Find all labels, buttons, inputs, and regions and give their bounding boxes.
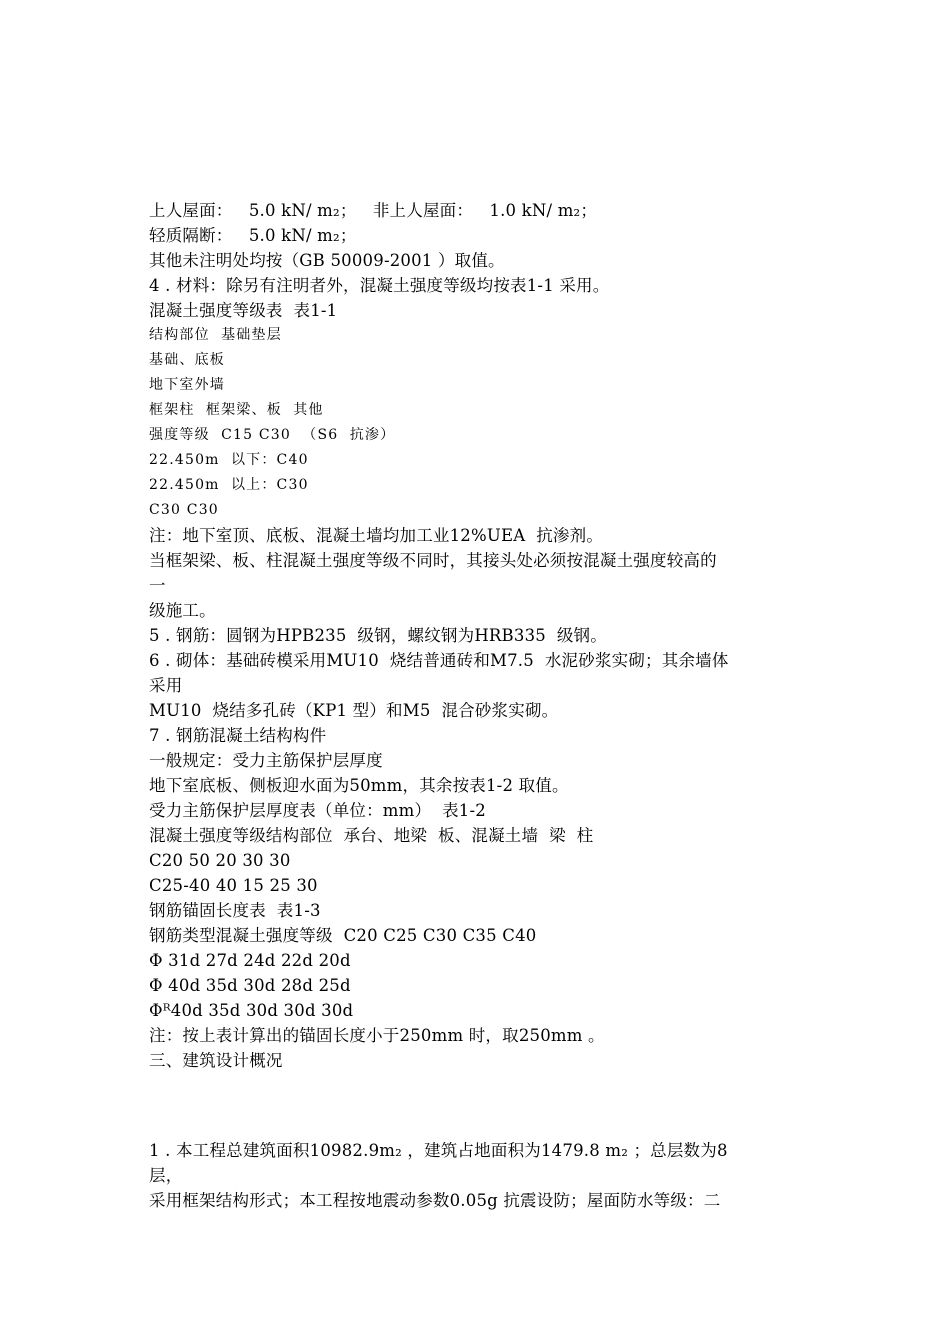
text-line: 混凝土强度等级结构部位 承台、地梁 板、混凝土墙 梁 柱: [149, 826, 594, 845]
text-line: 强度等级 C15 C30 （S6 抗渗）: [149, 427, 396, 443]
text-line: 级施工。: [149, 601, 216, 620]
text-line: C25-40 40 15 25 30: [149, 876, 318, 895]
text-line: 轻质隔断： 5.0 kN/ m₂；: [149, 226, 357, 245]
text-line: 7 . 钢筋混凝土结构构件: [149, 726, 327, 745]
text-line: 混凝土强度等级表 表1-1: [149, 301, 338, 320]
text-line: 钢筋类型混凝土强度等级 C20 C25 C30 C35 C40: [149, 926, 537, 945]
text-line: 基础、底板: [149, 352, 225, 368]
text-line: 结构部位 基础垫层: [149, 327, 282, 343]
text-line: 层，: [149, 1166, 183, 1185]
text-line: 22.450m 以下：C40: [149, 452, 309, 468]
text-line: 钢筋锚固长度表 表1-3: [149, 901, 321, 920]
text-line: 5 . 钢筋：圆钢为HPB235 级钢，螺纹钢为HRB335 级钢。: [149, 626, 607, 645]
text-line: C20 50 20 30 30: [149, 851, 291, 870]
text-line: Φᴿ40d 35d 30d 30d 30d: [149, 1001, 354, 1020]
text-line: 地下室外墙: [149, 377, 225, 393]
section-gap: [149, 1073, 809, 1138]
text-block-top: [149, 198, 809, 1073]
text-line: 注：地下室顶、底板、混凝土墙均加工业12%UEA 抗渗剂。: [149, 526, 604, 545]
text-line: 当框架梁、板、柱混凝土强度等级不同时，其接头处必须按混凝土强度较高的: [149, 551, 717, 570]
document-body: [149, 198, 809, 1213]
text-line: 1 . 本工程总建筑面积10982.9m₂ ，建筑占地面积为1479.8 m₂ ；总层数为8: [149, 1141, 728, 1160]
text-line: 地下室底板、侧板迎水面为50mm，其余按表1-2 取值。: [149, 776, 569, 795]
text-line: Φ 31d 27d 24d 22d 20d: [149, 951, 351, 970]
text-block-bottom: [149, 1138, 809, 1213]
text-line: 一般规定：受力主筋保护层厚度: [149, 751, 383, 770]
text-line: 4 . 材料：除另有注明者外，混凝土强度等级均按表1-1 采用。: [149, 276, 610, 295]
text-line: 注：按上表计算出的锚固长度小于250mm 时，取250mm 。: [149, 1026, 605, 1045]
text-line: 受力主筋保护层厚度表（单位：mm） 表1-2: [149, 801, 486, 820]
text-line: 框架柱 框架梁、板 其他: [149, 402, 324, 418]
text-line: 采用: [149, 676, 183, 695]
text-line: 三、建筑设计概况: [149, 1051, 283, 1070]
text-line: 22.450m 以上：C30: [149, 477, 309, 493]
text-line: 6 . 砌体：基础砖模采用MU10 烧结普通砖和M7.5 水泥砂浆实砌；其余墙体: [149, 651, 729, 670]
text-line: MU10 烧结多孔砖（KP1 型）和M5 混合砂浆实砌。: [149, 701, 559, 720]
text-line: Φ 40d 35d 30d 28d 25d: [149, 976, 351, 995]
text-line: 上人屋面： 5.0 kN/ m₂； 非上人屋面： 1.0 kN/ m₂；: [149, 201, 598, 220]
text-line: 其他未注明处均按（GB 50009-2001 ）取值。: [149, 251, 505, 270]
text-line: 采用框架结构形式；本工程按地震动参数0.05g 抗震设防；屋面防水等级：二: [149, 1191, 721, 1210]
text-line: 一: [149, 576, 166, 595]
text-line: C30 C30: [149, 502, 219, 518]
